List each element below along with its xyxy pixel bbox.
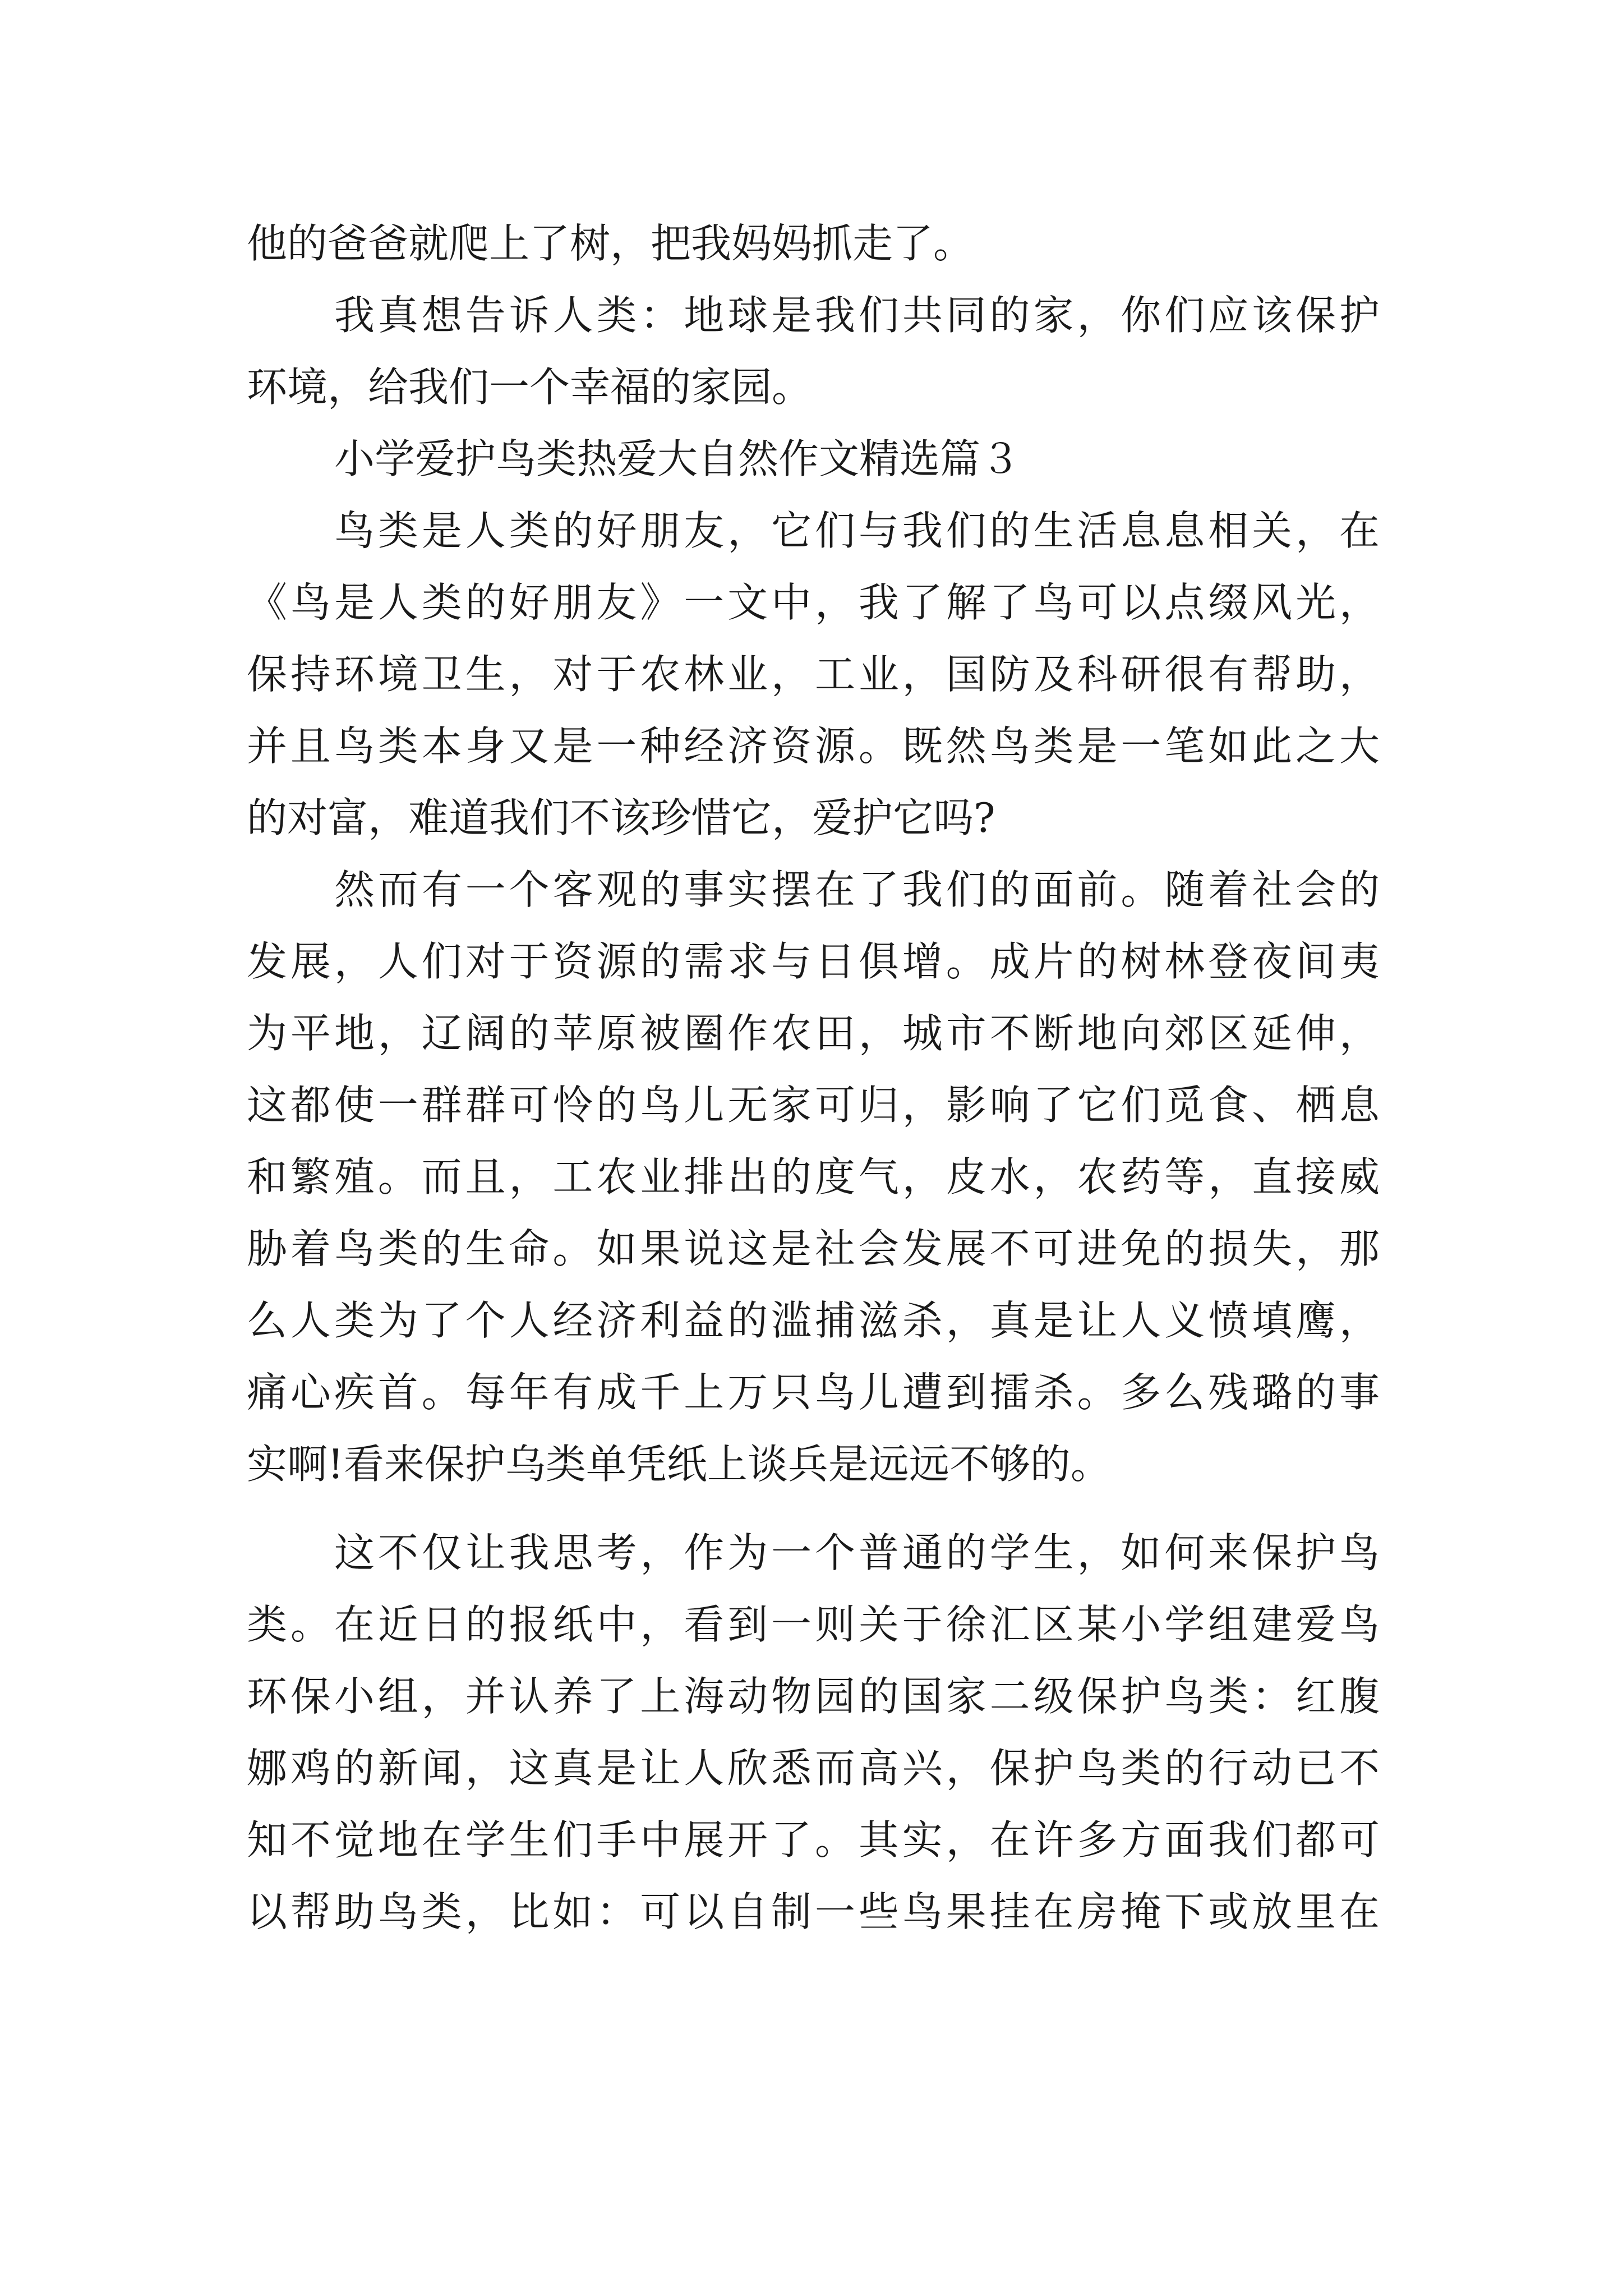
text-line: 和繁殖。而且，工农业排出的度气，皮水，农药等，直接威 [247,1153,1380,1200]
text-line: 的对富，难道我们不该珍惜它，爱护它吗? [247,794,995,841]
text-line: 《鸟是人类的好朋友》一文中，我了解了鸟可以点缀风光， [247,579,1380,626]
text-line: 以帮助鸟类，比如：可以自制一些鸟果挂在房掩下或放里在 [247,1888,1380,1935]
text-line: 这都使一群群可怜的鸟儿无家可归，影响了它们觅食、栖息 [247,1082,1380,1129]
article-body [247,208,1380,1948]
paragraph-start-line: 我真想告诉人类：地球是我们共同的家，你们应该保护 [334,292,1380,339]
text-line: 他的爸爸就爬上了树，把我妈妈抓走了。 [247,220,974,267]
text-line: 实啊!看来保护乌类单凭纸上谈兵是远远不够的。 [247,1441,1111,1488]
text-line: 环境，给我们一个幸福的家园。 [247,364,813,411]
text-line: 知不觉地在学生们手中展开了。其实，在许多方面我们都可 [247,1816,1380,1864]
section-heading: 小学爱护鸟类热爱大自然作文精选篇３ [334,435,1021,482]
text-line: 娜鸡的新闻，这真是让人欣悉而高兴，保护鸟类的行动已不 [247,1745,1380,1792]
text-line: 环保小组，并认养了上海动物园的国家二级保护鸟类：红腹 [247,1673,1380,1720]
text-line: 胁着鸟类的生命。如果说这是社会发展不可进免的损失，那 [247,1225,1380,1272]
paragraph-start-line: 这不仅让我思考，作为一个普通的学生，如何来保护鸟 [334,1529,1380,1576]
text-line: 发展，人们对于资源的需求与日俱增。成片的树林登夜间夷 [247,938,1380,985]
text-line: 并且鸟类本身又是一种经济资源。既然鸟类是一笔如此之大 [247,723,1380,770]
text-line: 痛心疾首。每年有成千上万只鸟儿遭到擂杀。多么残璐的事 [247,1369,1380,1416]
paragraph-start-line: 鸟类是人类的好朋友，它们与我们的生活息息相关，在 [334,507,1380,554]
text-line: 保持环境卫生，对于农林业，工业，国防及科研很有帮助， [247,651,1380,698]
text-line: 类。在近日的报纸中，看到一则关于徐汇区某小学组建爱鸟 [247,1601,1380,1648]
paragraph-start-line: 然而有一个客观的事实摆在了我们的面前。随着社会的 [334,866,1380,913]
text-line: 为平地，辽阔的苹原被圈作农田，城市不断地向郊区延伸， [247,1010,1380,1057]
text-line: 么人类为了个人经济利益的滥捕滋杀，真是让人义愤填鹰， [247,1297,1380,1344]
